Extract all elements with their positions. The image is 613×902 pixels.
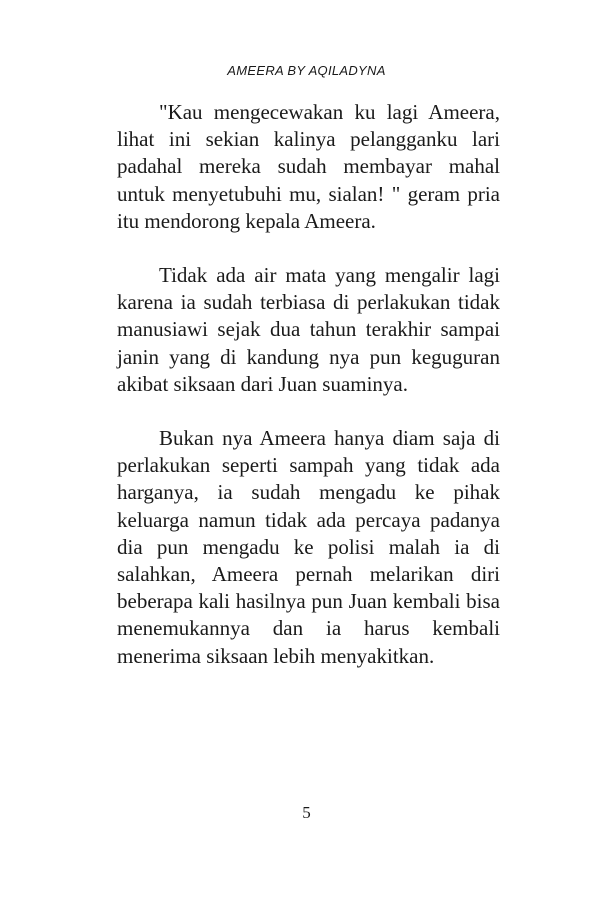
paragraph: Bukan nya Ameera hanya diam saja di perlakukan seperti sampah yang tidak ada harganya, ia sudah mengadu ke pihak keluarga namun tidak ada percaya padanya dia pun mengadu ke polisi malah ia di salahkan, Ameera pernah melarikan diri beberapa kali hasilnya pun Juan kembali bisa menemukannya dan ia harus kembali menerima siksaan lebih menyakitkan. [117, 426, 500, 668]
paragraph: Tidak ada air mata yang mengalir lagi karena ia sudah terbiasa di perlakukan tidak manusiawi sejak dua tahun terakhir sampai janin yang di kandung nya pun keguguran akibat siksaan dari Juan suaminya. [117, 263, 500, 396]
paragraph: "Kau mengecewakan ku lagi Ameera, lihat ini sekian kalinya pelangganku lari padahal mereka sudah membayar mahal untuk menyetubuhi mu, sialan! " geram pria itu mendorong kepala Ameera. [117, 100, 500, 233]
running-header: AMEERA BY AQILADYNA [227, 63, 386, 78]
page-number: 5 [302, 803, 311, 822]
body-text [117, 99, 500, 697]
